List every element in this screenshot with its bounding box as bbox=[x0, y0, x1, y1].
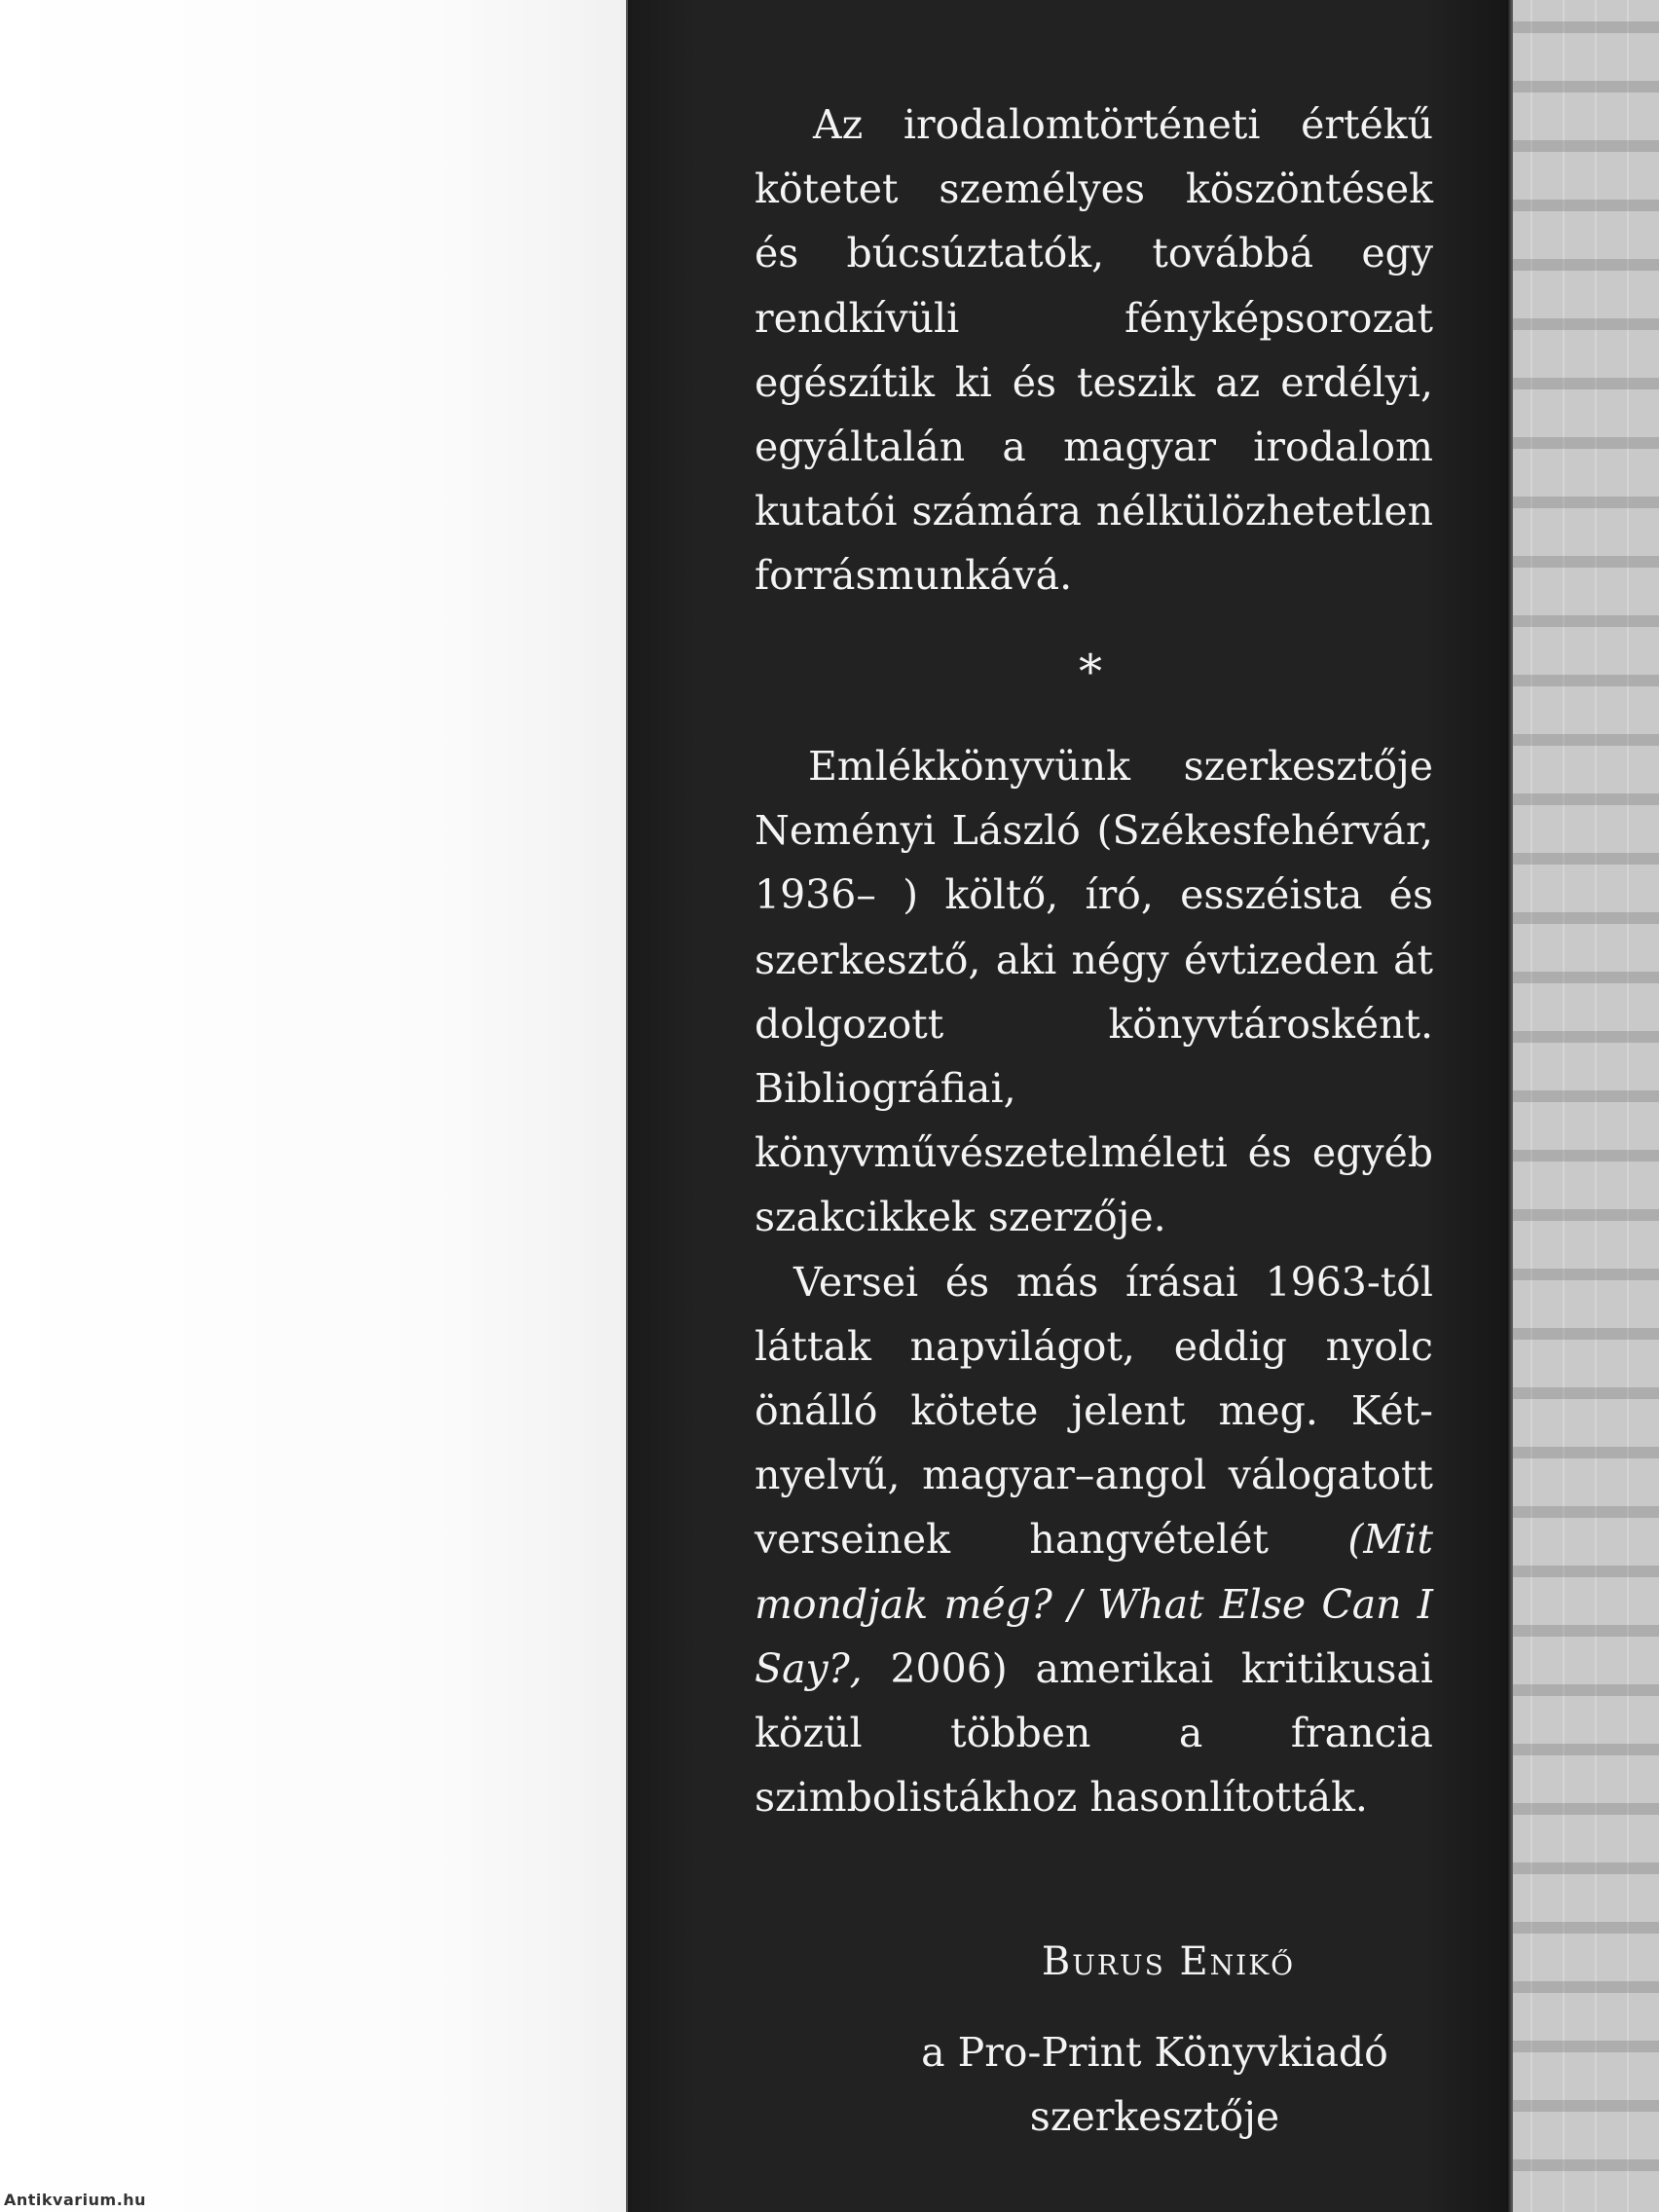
author-signature: Burus Enikő bbox=[1041, 1939, 1296, 1984]
book-title: (Mit mondjak még? / What Else Can I Say?, bbox=[755, 1516, 1433, 1692]
watermark: Antikvarium.hu bbox=[4, 2191, 147, 2209]
desk-surface bbox=[1513, 0, 1659, 2212]
paragraph-text: Versei és más írásai 1963-tól láttak napvilágot, eddig nyolc önálló kötete jelent meg. Kétnyelvű, magyar–angol válogatott verseinek hangvételét bbox=[755, 1258, 1433, 1564]
flap-paragraph-1-block bbox=[755, 92, 1433, 608]
left-blank-page bbox=[0, 0, 628, 2212]
author-role: a Pro-Print Könyvkiadó szerkesztője bbox=[921, 2029, 1388, 2140]
flap-paragraph bbox=[755, 1250, 1433, 1830]
flap-paragraph-2-block bbox=[755, 734, 1433, 1829]
section-separator: * bbox=[1079, 645, 1102, 699]
flap-paragraph: Emlékkönyvünk szerkesztője Neményi László (Székesfehérvár, 1936– ) költő, író, esszéista és szerkesztő, aki négy évtizeden át dolgozott könyvtárosként. Bibliográfiai, könyvművészetelméleti és egyéb szakcikkek szerzője. bbox=[755, 743, 1433, 1241]
paragraph-text: 2006) amerikai kritikusai közül többen a francia szimbolistákhoz hasonlították. bbox=[755, 1644, 1433, 1822]
flap-paragraph: Az irodalomtörténeti értékű kötetet személyes köszöntések és búcsúztatók, továbbá egy rendkívüli fényképsorozat egészítik ki és teszik az erdélyi, egyáltalán a magyar irodalom kutatói számára nélkülözhetetlen forrásmunkává. bbox=[755, 101, 1433, 600]
